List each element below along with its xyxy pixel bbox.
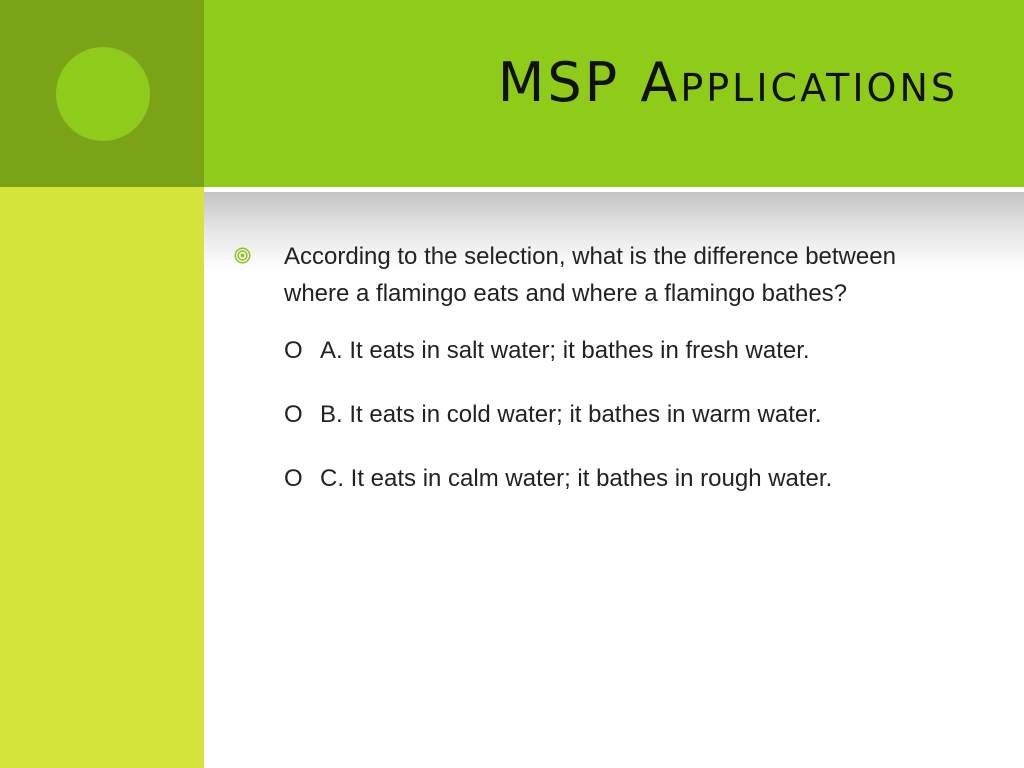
option-text: A. It eats in salt water; it bathes in fresh water. bbox=[320, 337, 810, 364]
answer-option-c bbox=[284, 460, 950, 497]
option-marker: O bbox=[284, 401, 303, 428]
option-marker: O bbox=[284, 337, 303, 364]
option-text: B. It eats in cold water; it bathes in warm water. bbox=[320, 401, 822, 428]
slide-title: MSP Applications bbox=[497, 51, 958, 114]
option-marker: O bbox=[284, 465, 303, 492]
answer-options bbox=[230, 332, 950, 497]
decorative-circle bbox=[56, 47, 150, 141]
target-circle-icon bbox=[234, 247, 251, 264]
question-text: According to the selection, what is the difference between where a flamingo eats and where a flamingo bathes? bbox=[284, 243, 896, 307]
answer-option-b bbox=[284, 396, 950, 433]
answer-option-a bbox=[284, 332, 950, 369]
corner-block bbox=[0, 0, 204, 187]
slide-content bbox=[230, 238, 950, 524]
option-text: C. It eats in calm water; it bathes in rough water. bbox=[320, 465, 833, 492]
bullet-item bbox=[230, 238, 950, 312]
side-strip bbox=[0, 187, 204, 768]
